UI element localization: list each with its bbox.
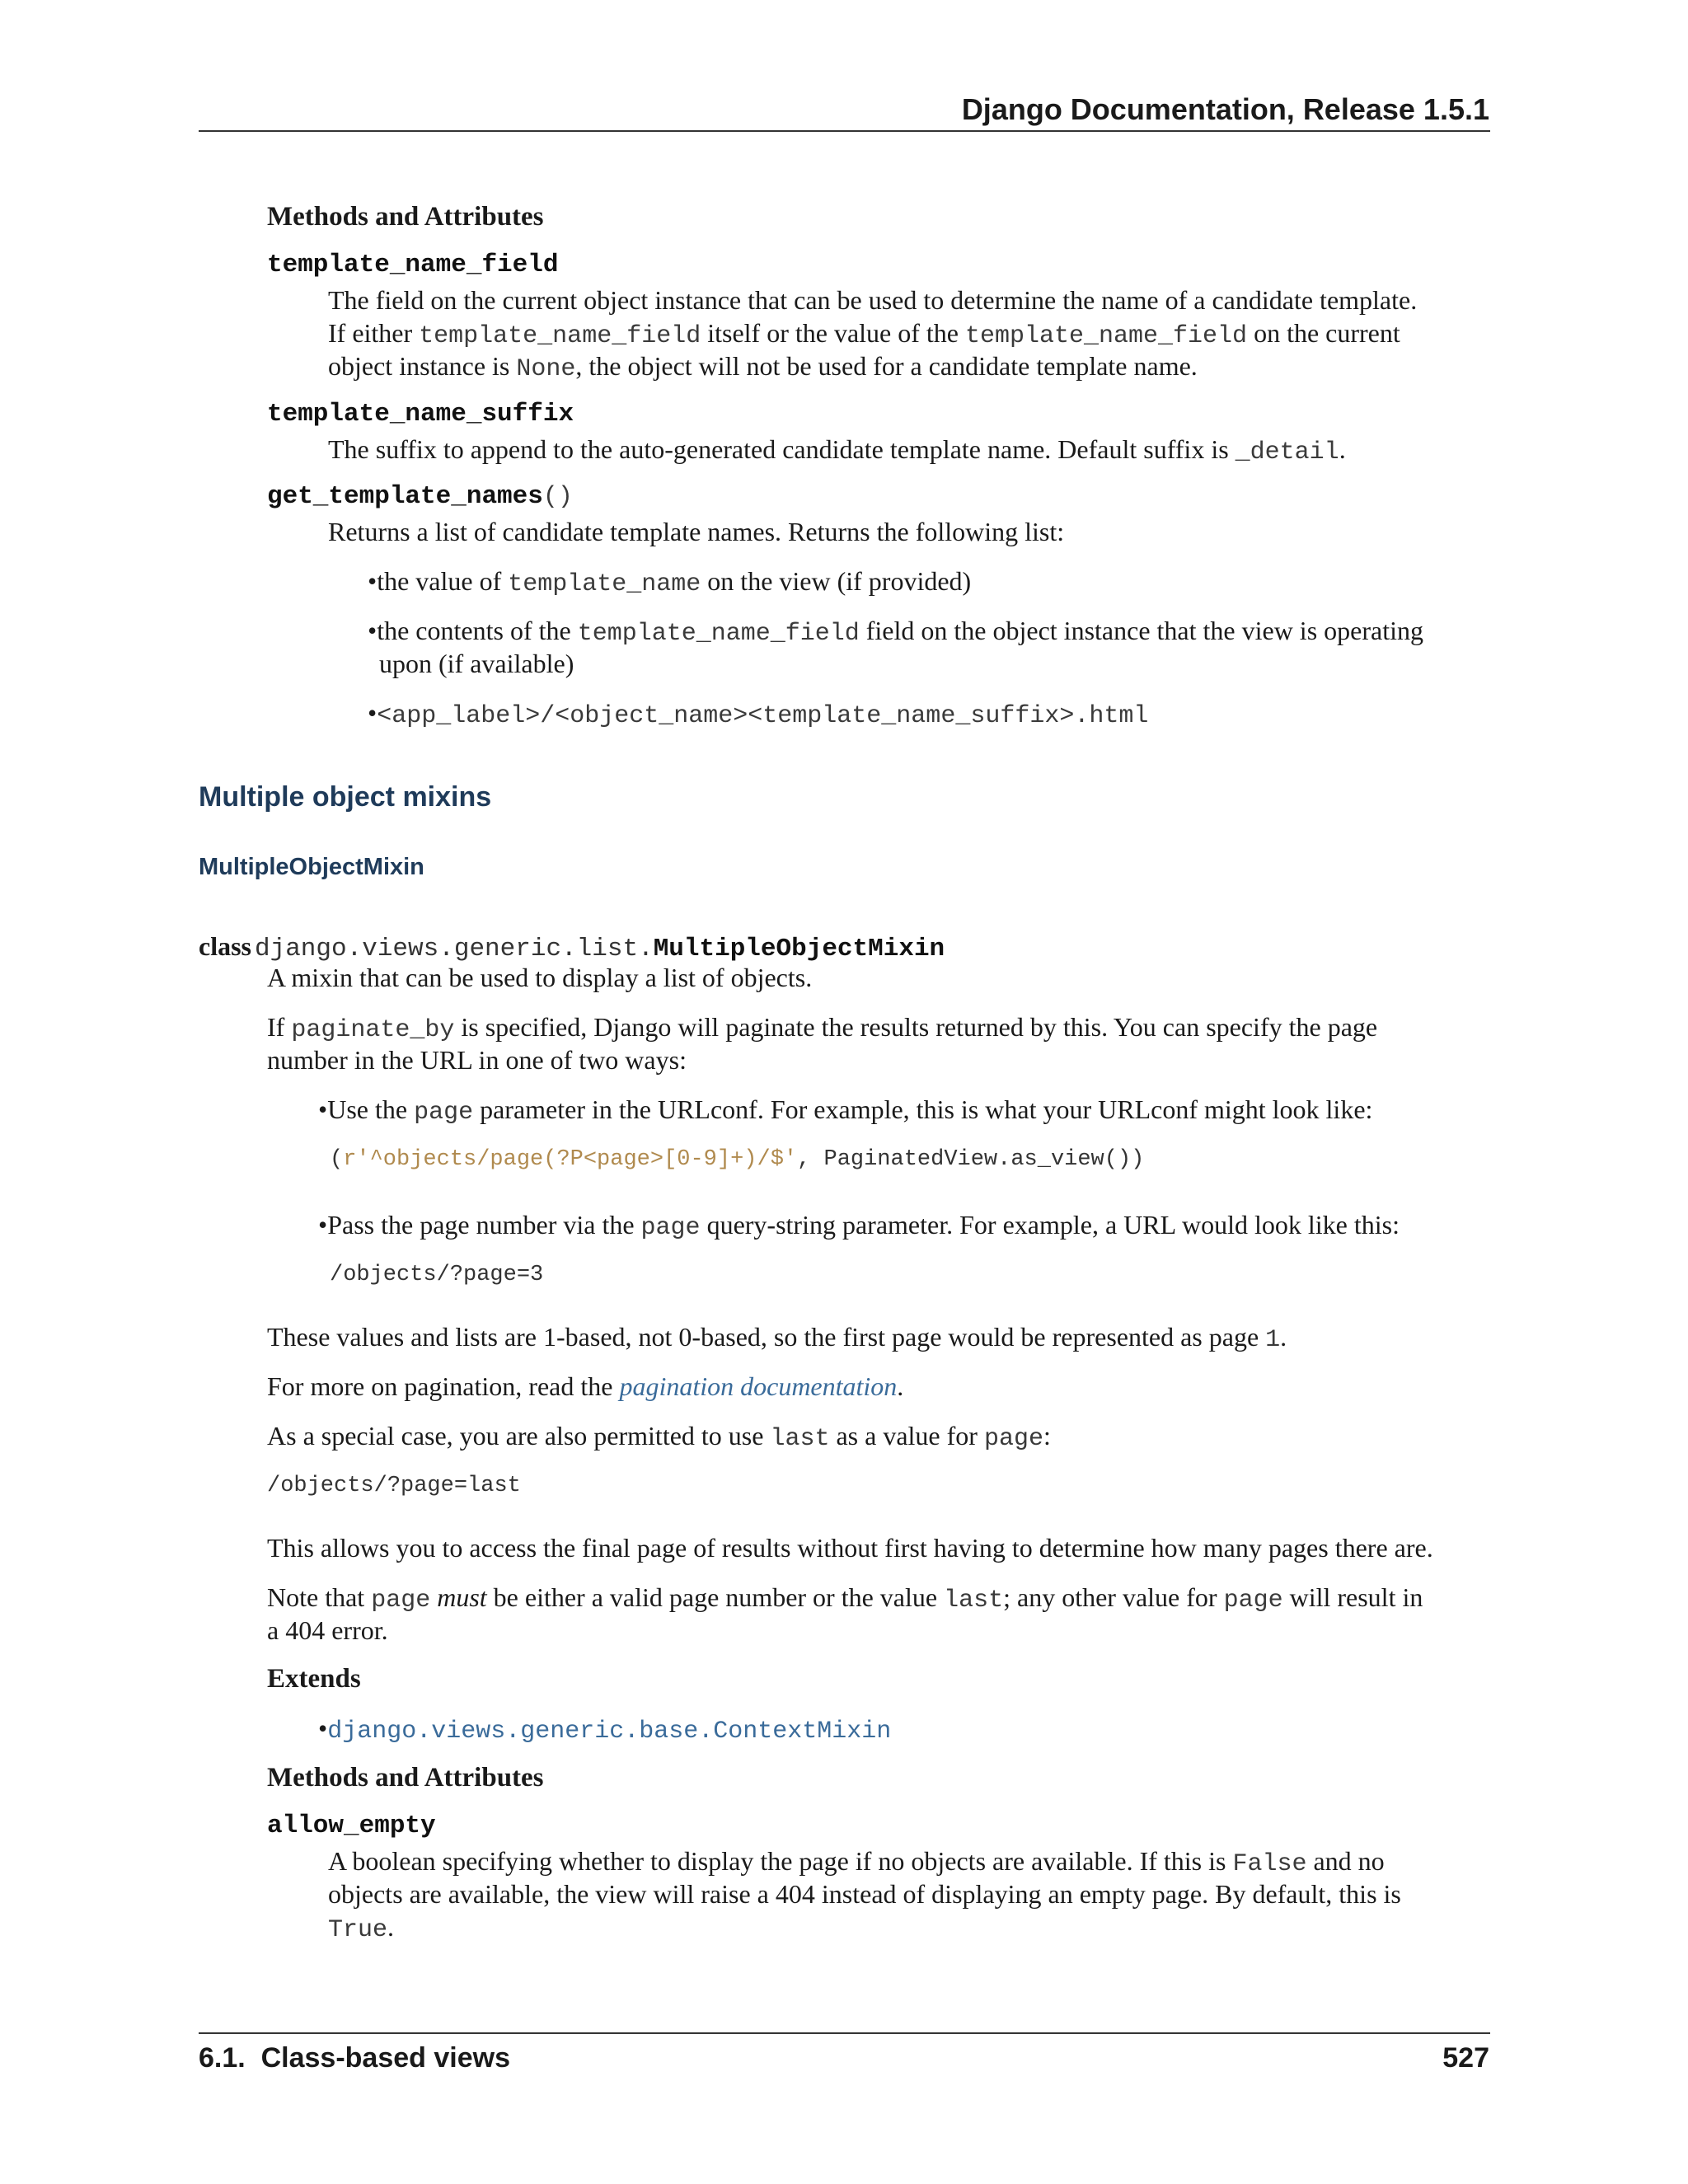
attr-desc-line: A boolean specifying whether to display the page if no objects are available. If this is False and no (328, 1846, 1385, 1878)
pagination-doc-link[interactable]: pagination documentation (619, 1371, 898, 1401)
list-item: •Use the page parameter in the URLconf. For example, this is what your URLconf might look like: (318, 1094, 1373, 1127)
attr-desc-line: The field on the current object instance that can be used to determine the name of a candidate template. (328, 285, 1418, 315)
paragraph: A mixin that can be used to display a list of objects. (267, 963, 813, 992)
code-block: /objects/?page=3 (330, 1263, 544, 1287)
attr-desc-line: The suffix to append to the auto-generated candidate template name. Default suffix is _detail. (328, 434, 1346, 466)
footer-rule (199, 2032, 1490, 2034)
page-number: 527 (1442, 2042, 1489, 2074)
code-block: (r'^objects/page(?P<page>[0-9]+)/$', PaginatedView.as_view()) (330, 1147, 1145, 1172)
paragraph: a 404 error. (267, 1615, 388, 1645)
list-item-continuation: upon (if available) (379, 649, 574, 678)
subsection-heading: MultipleObjectMixin (199, 854, 424, 880)
section-heading: Multiple object mixins (199, 781, 492, 813)
method-get-template-names: get_template_names() (267, 482, 573, 511)
context-mixin-link[interactable]: django.views.generic.base.ContextMixin (327, 1718, 892, 1746)
paragraph: For more on pagination, read the pagination documentation. (267, 1371, 904, 1401)
paragraph: Note that page must be either a valid page number or the value last; any other value for page will result in (267, 1582, 1423, 1615)
list-item: •<app_label>/<object_name><template_name_suffix>.html (368, 698, 1149, 730)
code-block: /objects/?page=last (267, 1474, 521, 1498)
attr-allow-empty: allow_empty (267, 1811, 436, 1840)
list-item: •the value of template_name on the view (if provided) (368, 566, 972, 598)
paragraph: This allows you to access the final page of results without first having to determine how many pages there are. (267, 1533, 1433, 1563)
paragraph: If paginate_by is specified, Django will paginate the results returned by this. You can specify the page (267, 1012, 1378, 1044)
running-header: Django Documentation, Release 1.5.1 (961, 92, 1489, 126)
attr-template-name-field: template_name_field (267, 251, 559, 279)
list-item: •the contents of the template_name_field field on the object instance that the view is operating (368, 616, 1423, 648)
method-desc: Returns a list of candidate template names. Returns the following list: (328, 517, 1065, 546)
methods-heading: Methods and Attributes (267, 1763, 544, 1793)
header-rule (199, 130, 1490, 132)
paragraph: number in the URL in one of two ways: (267, 1045, 687, 1075)
list-item: •django.views.generic.base.ContextMixin (318, 1713, 892, 1746)
methods-heading: Methods and Attributes (267, 202, 544, 232)
attr-template-name-suffix: template_name_suffix (267, 400, 574, 429)
attr-desc-line: objects are available, the view will raise a 404 instead of displaying an empty page. By default, this is (328, 1879, 1401, 1909)
footer-section: 6.1. Class-based views (199, 2042, 510, 2074)
class-signature: class django.views.generic.list.MultipleObjectMixin (199, 931, 945, 963)
attr-desc-line: True. (328, 1912, 395, 1944)
extends-heading: Extends (267, 1664, 361, 1694)
paragraph: As a special case, you are also permitted to use last as a value for page: (267, 1421, 1051, 1453)
paragraph: These values and lists are 1-based, not 0-based, so the first page would be represented as page 1. (267, 1322, 1287, 1354)
attr-desc-line: object instance is None, the object will not be used for a candidate template name. (328, 351, 1198, 383)
list-item: •Pass the page number via the page query-string parameter. For example, a URL would look like this: (318, 1210, 1400, 1242)
attr-desc-line: If either template_name_field itself or the value of the template_name_field on the current (328, 318, 1400, 350)
